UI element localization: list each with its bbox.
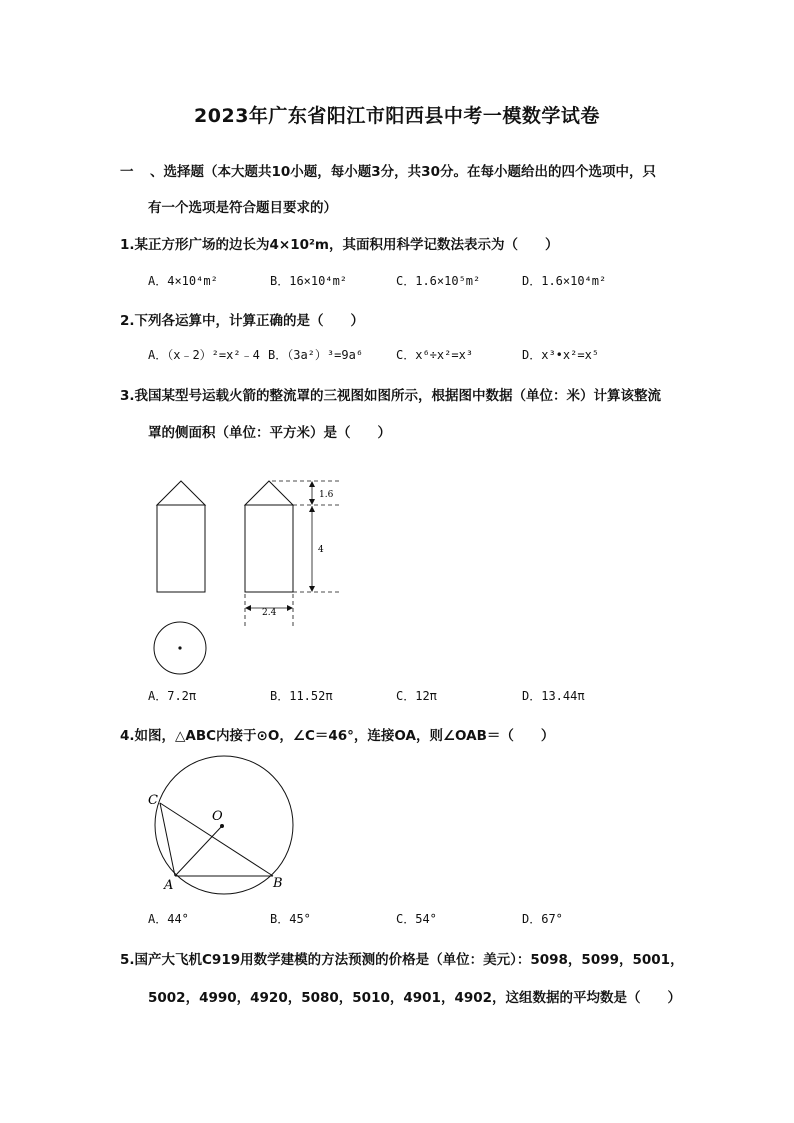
inscribed-triangle-circle-figure: [140, 750, 310, 900]
question-3-stem-line1: 3.我国某型号运载火箭的整流罩的三视图如图所示，根据图中数据（单位：米）计算该整流: [120, 388, 662, 404]
section-heading-line1: 、选择题（本大题共10小题，每小题3分，共30分。在每小题给出的四个选项中，只: [150, 164, 656, 180]
question-3-stem-line2: 罩的侧面积（单位：平方米）是（ ）: [148, 425, 391, 441]
dimension-label-width: 2.4: [262, 608, 277, 618]
question-4-option-d: D．67°: [522, 912, 563, 926]
question-4-option-a: A．44°: [148, 912, 189, 926]
question-5-stem-line2: 5002，4990，4920，5080，5010，4901，4902，这组数据的平均数是（ ）: [148, 990, 682, 1006]
circle-o: [155, 756, 293, 894]
section-heading-line2: 有一个选项是符合题目要求的）: [148, 200, 337, 216]
section-number: 一: [120, 164, 134, 180]
question-3-option-a: A．7.2π: [148, 689, 197, 703]
question-5-stem-line1: 5.国产大飞机C919用数学建模的方法预测的价格是（单位：美元）：5098，5099，5001，: [120, 952, 684, 968]
question-4-option-b: B．45°: [270, 912, 311, 926]
question-2-stem: 2.下列各运算中，计算正确的是（ ）: [120, 313, 365, 329]
question-1-option-c: C．1.6×10⁵m²: [396, 274, 481, 288]
question-4-stem: 4.如图，△ABC内接于⊙O，∠C＝46°，连接OA，则∠OAB＝（ ）: [120, 728, 555, 744]
dimension-label-height: 4: [318, 545, 324, 555]
question-1-option-d: D．1.6×10⁴m²: [522, 274, 607, 288]
segment-oa: [175, 826, 222, 876]
question-3-option-d: D．13.44π: [522, 689, 585, 703]
label-c: C: [148, 793, 158, 808]
label-a: A: [164, 878, 174, 893]
question-2-option-c: C．x⁶÷x²=x³: [396, 348, 474, 362]
top-view: [154, 622, 206, 674]
question-3-option-b: B．11.52π: [270, 689, 333, 703]
question-2-option-b: B．（3a²）³=9a⁶: [268, 348, 364, 362]
label-o: O: [212, 809, 223, 824]
dimension-label-top: 1.6: [319, 490, 334, 500]
rocket-fairing-three-views-figure: [140, 470, 360, 680]
front-view: [157, 481, 205, 592]
question-3-option-c: C．12π: [396, 689, 437, 703]
question-1-option-b: B．16×10⁴m²: [270, 274, 348, 288]
page-title: 2023年广东省阳江市阳西县中考一模数学试卷: [194, 105, 600, 127]
question-1-stem: 1.某正方形广场的边长为4×10²m，其面积用科学记数法表示为（ ）: [120, 237, 559, 253]
question-4-option-c: C．54°: [396, 912, 437, 926]
question-2-option-d: D．x³•x²=x⁵: [522, 348, 600, 362]
question-2-option-a: A．（x﹣2）²=x²﹣4: [148, 348, 260, 362]
question-1-option-a: A．4×10⁴m²: [148, 274, 218, 288]
side-view: [245, 481, 293, 592]
label-b: B: [273, 876, 283, 891]
center-point: [220, 824, 224, 828]
